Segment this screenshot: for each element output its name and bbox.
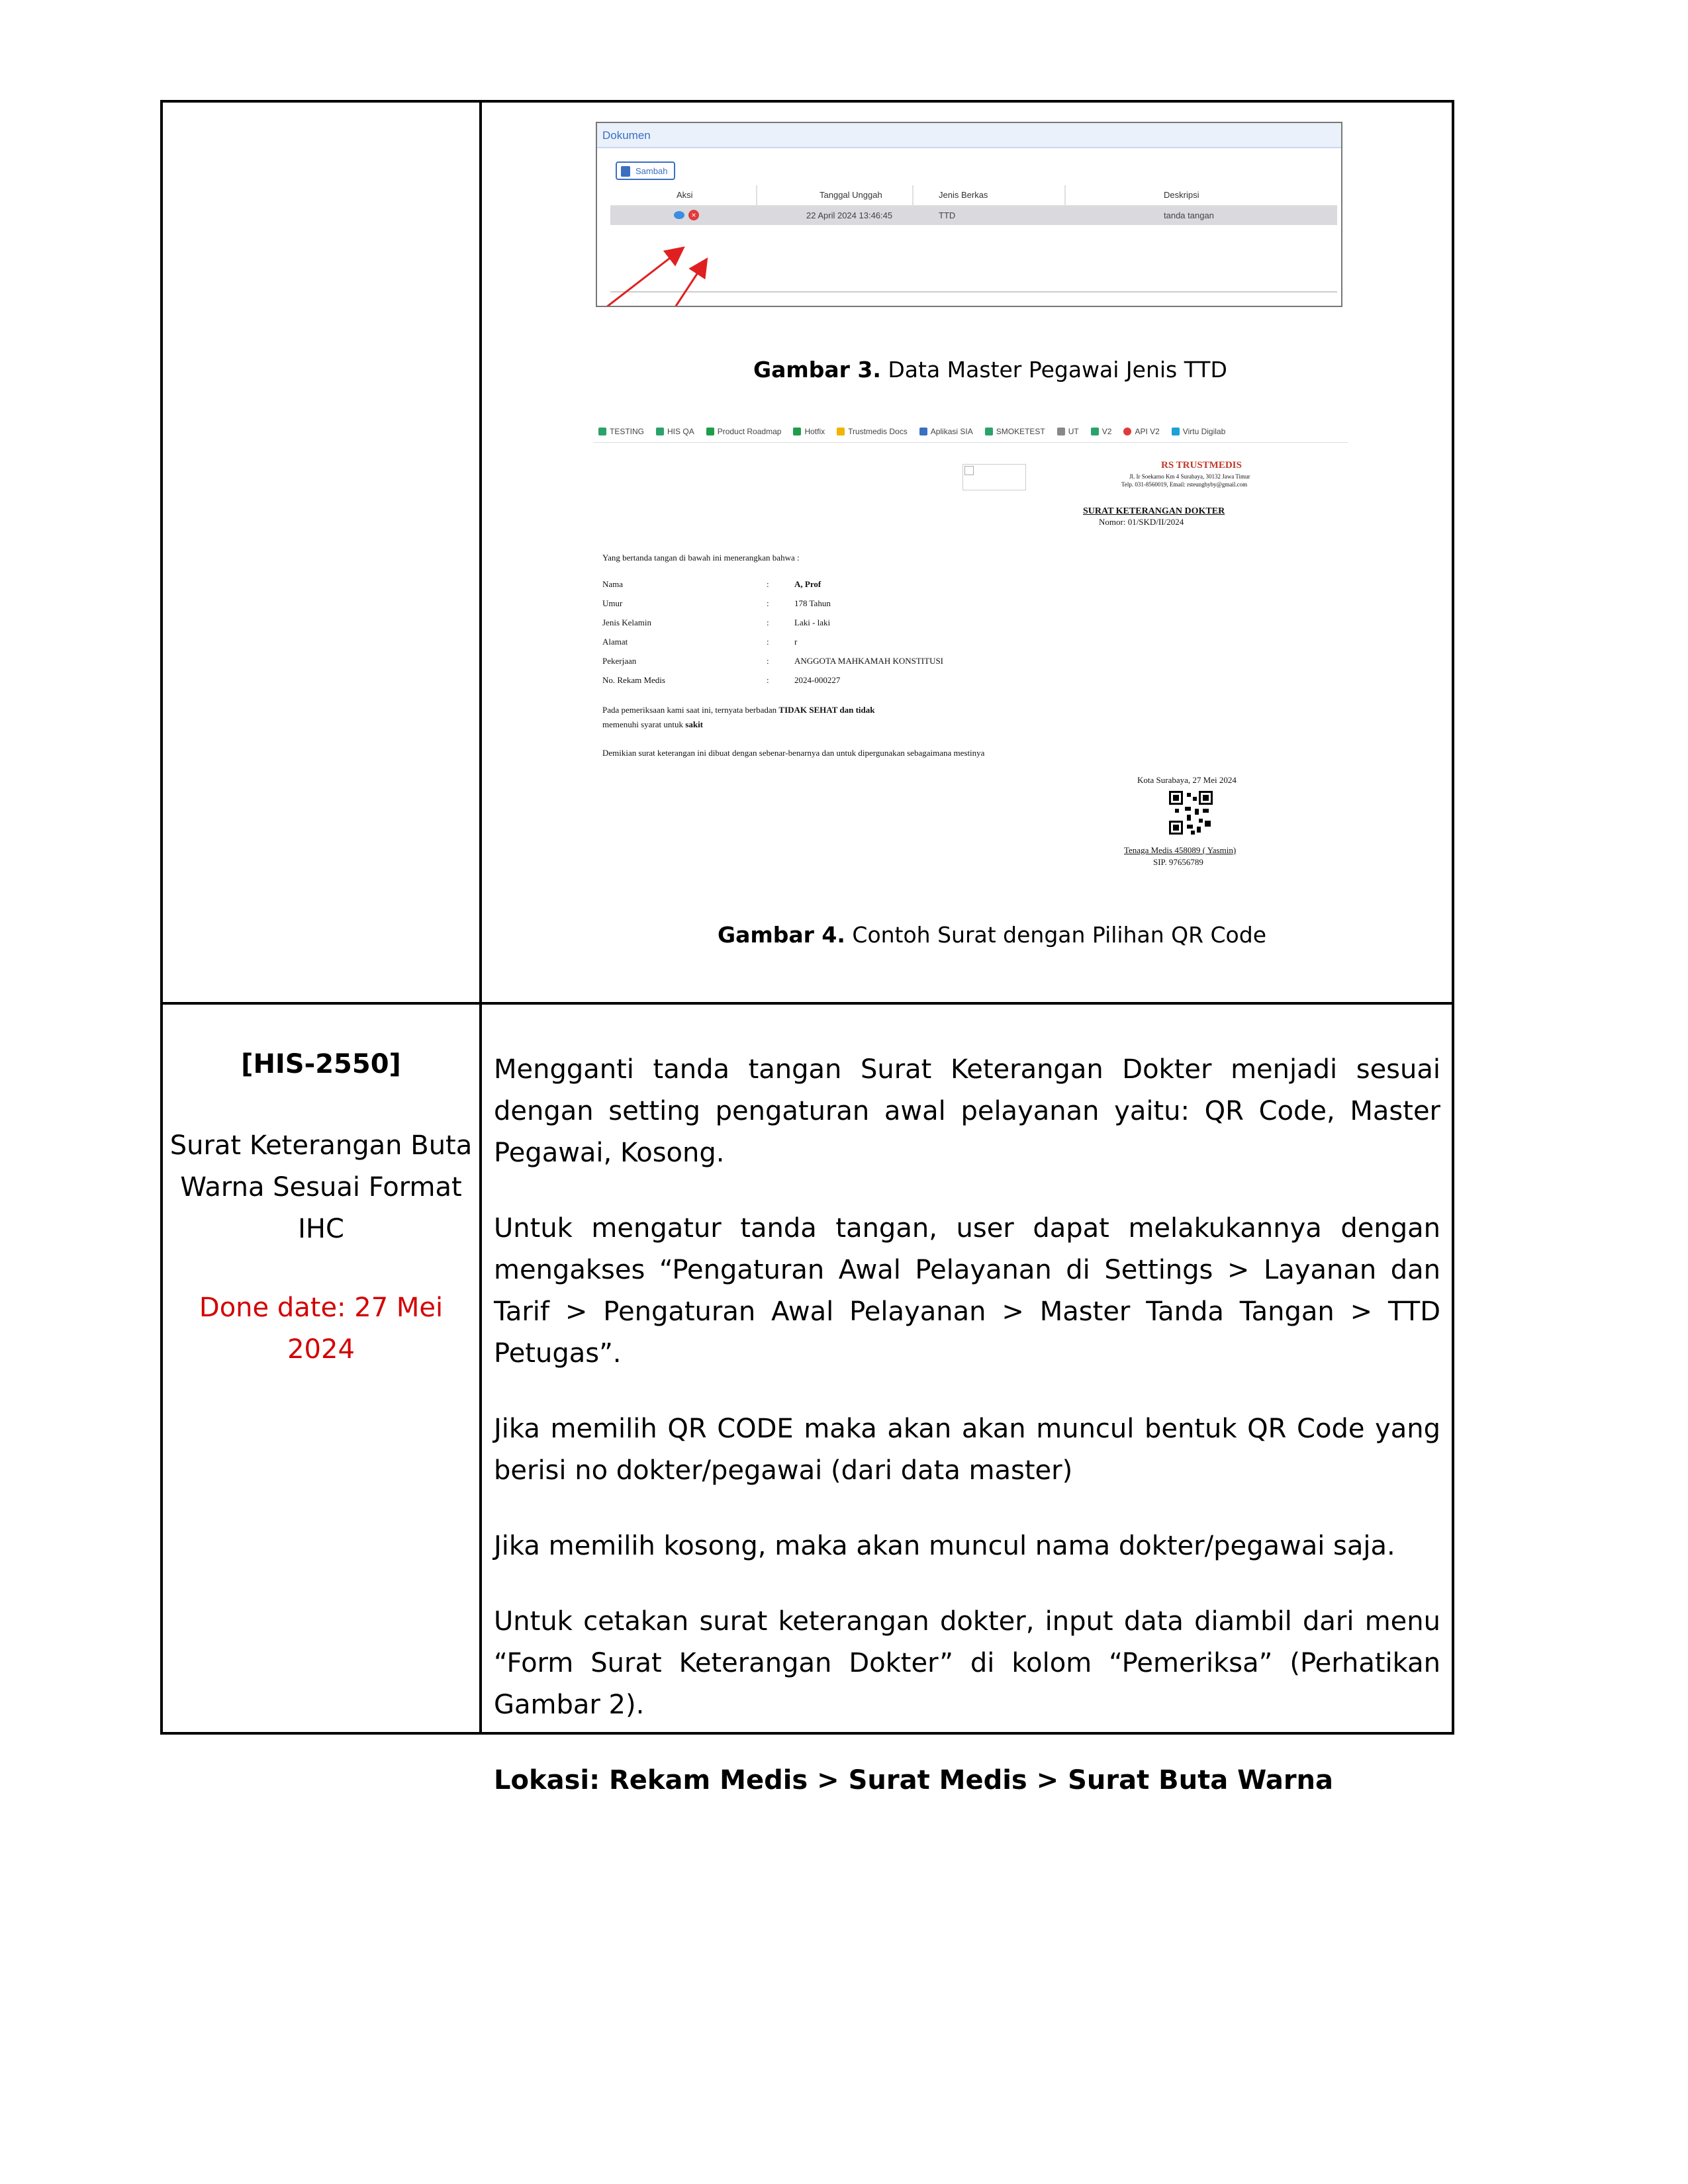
- description-paragraph: Jika memilih kosong, maka akan muncul nama dokter/pegawai saja.: [494, 1531, 1395, 1561]
- changelog-table: [160, 100, 1454, 1796]
- ticket-code: [HIS-2550]: [241, 1049, 401, 1079]
- exam-prefix: Pada pemeriksaan kami saat ini, ternyata berbadan: [602, 705, 777, 715]
- figure-4-caption-text: Contoh Surat dengan Pilihan QR Code: [845, 922, 1266, 948]
- col-tanggal: Tanggal Unggah: [820, 190, 882, 200]
- exam-line-1: [602, 705, 875, 715]
- field-value: r: [794, 637, 798, 647]
- dokumen-panel-title: Dokumen: [597, 123, 1341, 148]
- red-arrows: [597, 123, 1342, 307]
- description-paragraph: Mengganti tanda tangan Surat Keterangan Dokter menjadi sesuai dengan setting pengaturan awal pelayanan yaitu: QR Code, Master Pegawai, Kosong.: [494, 1054, 1440, 1168]
- field-value: ANGGOTA MAHKAMAH KONSTITUSI: [794, 656, 944, 666]
- exam-line2-bold: sakit: [685, 719, 704, 729]
- bookmark-label: Virtu Digilab: [1182, 426, 1226, 436]
- col-jenis: Jenis Berkas: [939, 190, 988, 200]
- ticket-title-line: Warna Sesuai Format: [180, 1172, 462, 1203]
- field-value: Laki - laki: [794, 617, 831, 627]
- done-date-line: Done date: 27 Mei: [199, 1293, 444, 1323]
- bookmark-label: Trustmedis Docs: [848, 426, 908, 436]
- field-label: No. Rekam Medis: [602, 675, 665, 685]
- done-date: [163, 1287, 479, 1371]
- field-colon: :: [767, 598, 769, 608]
- hospital-name: RS TRUSTMEDIS: [1161, 460, 1242, 471]
- exam-line-2: [602, 719, 703, 730]
- ticket-title-line: Surat Keterangan Buta: [169, 1130, 473, 1161]
- add-document-label: Sambah: [635, 166, 668, 176]
- row-deskripsi: tanda tangan: [1164, 210, 1214, 220]
- bookmark-label: Aplikasi SIA: [930, 426, 973, 436]
- description-paragraph: Untuk cetakan surat keterangan dokter, input data diambil dari menu “Form Surat Keterangan Dokter” di kolom “Pemeriksa” (Perhatikan Gambar 2).: [494, 1606, 1440, 1720]
- field-value: A, Prof: [794, 579, 821, 589]
- letter-title: SURAT KETERANGAN DOKTER: [1083, 506, 1225, 516]
- figure-4-caption-label: Gambar 4.: [718, 922, 845, 948]
- letter-closing: Demikian surat keterangan ini dibuat dengan sebenar-benarnya dan untuk dipergunakan sebagaimana mestinya: [602, 748, 985, 758]
- letter-number: Nomor: 01/SKD/II/2024: [1099, 517, 1184, 527]
- field-colon: :: [767, 617, 769, 627]
- done-date-line: 2024: [287, 1334, 355, 1365]
- exam-line2-prefix: memenuhi syarat untuk: [602, 719, 684, 729]
- figure-3-screenshot: [596, 122, 1342, 307]
- field-colon: :: [767, 675, 769, 685]
- field-colon: :: [767, 656, 769, 666]
- bookmark-label: Hotfix: [804, 426, 825, 436]
- location-path: Lokasi: Rekam Medis > Surat Medis > Surat Buta Warna: [494, 1765, 1334, 1796]
- hospital-address: Jl. Ir Soekarno Km 4 Surabaya, 30132 Jawa Timur: [1129, 473, 1250, 480]
- exam-bold: TIDAK SEHAT dan tidak: [778, 705, 875, 715]
- figure-3-caption-text: Data Master Pegawai Jenis TTD: [880, 357, 1227, 383]
- bookmark-label: HIS QA: [667, 426, 694, 436]
- place-date: Kota Surabaya, 27 Mei 2024: [1137, 775, 1237, 785]
- field-value: 2024-000227: [794, 675, 841, 685]
- ticket-title-line: IHC: [298, 1214, 344, 1244]
- field-label: Umur: [602, 598, 623, 608]
- field-label: Nama: [602, 579, 624, 589]
- column-divider: [479, 103, 482, 1732]
- field-label: Alamat: [602, 637, 628, 647]
- field-label: Pekerjaan: [602, 656, 637, 666]
- row-divider: [163, 1002, 1452, 1005]
- field-colon: :: [767, 579, 769, 589]
- description-paragraph: Jika memilih QR CODE maka akan akan muncul bentuk QR Code yang berisi no dokter/pegawai (dari data master): [494, 1414, 1440, 1486]
- qr-code-icon: [1169, 791, 1213, 835]
- doctor-letter: [593, 420, 1348, 989]
- col-aksi: Aksi: [677, 190, 693, 200]
- bookmark-label: V2: [1102, 426, 1112, 436]
- field-value: 178 Tahun: [794, 598, 831, 608]
- bookmark-label: API V2: [1135, 426, 1160, 436]
- field-colon: :: [767, 637, 769, 647]
- signer-sip: SIP. 97656789: [1153, 857, 1203, 867]
- figure-3-caption: [753, 357, 1227, 383]
- signer-name: Tenaga Medis 458089 ( Yasmin): [1124, 845, 1237, 855]
- col-deskripsi: Deskripsi: [1164, 190, 1199, 200]
- description-paragraph: Untuk mengatur tanda tangan, user dapat melakukannya dengan mengakses “Pengaturan Awal Pelayanan di Settings > Layanan dan Tarif > Pengaturan Awal Pelayanan > Master Tanda Tangan > TTD Petugas”.: [494, 1213, 1440, 1369]
- figure-3-caption-label: Gambar 3.: [753, 357, 881, 383]
- hospital-contact: Telp. 031-8560019, Email: rsteunghyby@gmail.com: [1121, 481, 1248, 488]
- figure-4-screenshot: [593, 420, 1348, 989]
- bookmark-label: UT: [1068, 426, 1079, 436]
- ticket-title: [163, 1125, 479, 1250]
- bookmark-label: TESTING: [610, 426, 645, 436]
- row-tanggal: 22 April 2024 13:46:45: [806, 210, 893, 220]
- bookmark-label: SMOKETEST: [996, 426, 1045, 436]
- broken-logo-image: [962, 464, 1026, 490]
- ticket-description: [494, 1049, 1440, 1835]
- delete-icon[interactable]: ×: [688, 210, 699, 220]
- row-jenis: TTD: [939, 210, 956, 220]
- field-label: Jenis Kelamin: [602, 617, 652, 627]
- letter-intro: Yang bertanda tangan di bawah ini menerangkan bahwa :: [602, 553, 800, 563]
- figure-4-caption: [718, 922, 1266, 948]
- bookmark-label: Product Roadmap: [717, 426, 782, 436]
